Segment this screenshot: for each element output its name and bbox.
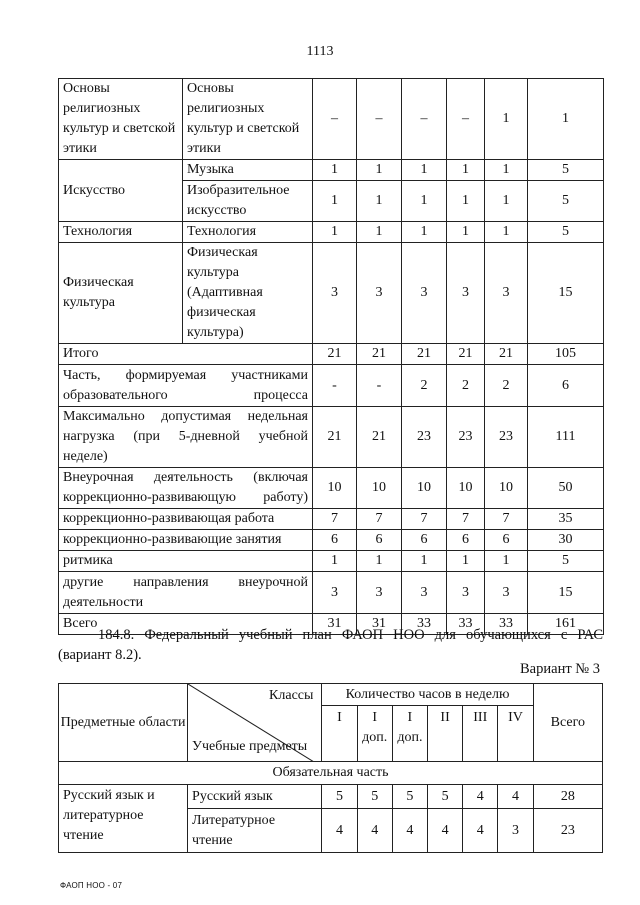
table-row [59,365,604,407]
hours-cell: 3 [485,243,528,344]
hours-cell: 33 [485,614,528,635]
curriculum-table-continued [58,78,604,635]
hours-cell: 3 [357,243,402,344]
hours-cell: 5 [357,785,392,809]
row-label-cell: Максимально допустимая недельная нагрузка (при 5-дневной учебной неделе) [59,407,313,468]
table-row [59,468,604,509]
row-label-cell: коррекционно-развивающая работа [59,509,313,530]
subject-area-cell: Русский язык и литературное чтение [59,785,188,853]
table-row [59,572,604,614]
hours-cell: 3 [357,572,402,614]
total-cell: 15 [528,243,604,344]
paragraph-line: (вариант 8.2). [58,647,142,663]
grade-note: доп. [397,730,423,745]
hours-cell: 7 [485,509,528,530]
row-label-cell: коррекционно-развивающие занятия [59,530,313,551]
hours-cell: 21 [447,344,485,365]
row-label-cell: ритмика [59,551,313,572]
total-cell: 5 [528,551,604,572]
curriculum-table-variant-3 [58,683,603,853]
total-cell: 15 [528,572,604,614]
table-row [59,509,604,530]
hours-cell: 7 [313,509,357,530]
total-cell: 23 [533,809,602,853]
hours-cell: 6 [313,530,357,551]
hours-cell: 1 [447,551,485,572]
header-hours: Количество часов в неделю [322,684,533,706]
subject-area-cell: Технология [59,222,183,243]
grade-roman: I [337,710,342,725]
total-cell: 5 [528,222,604,243]
hours-cell: 4 [498,785,533,809]
grade-header [322,706,357,762]
table-row [59,79,604,160]
row-label-cell: Всего [59,614,313,635]
hours-cell: 1 [402,222,447,243]
total-cell: 111 [528,407,604,468]
hours-cell: 4 [322,809,357,853]
hours-cell: 1 [357,181,402,222]
hours-cell: 1 [447,181,485,222]
hours-cell: - [313,365,357,407]
row-label-cell: Внеурочная деятельность (включая коррекционно-развивающую работу) [59,468,313,509]
hours-cell: 1 [357,222,402,243]
total-cell: 105 [528,344,604,365]
subject-area-cell: Основы религиозных культур и светской этики [59,79,183,160]
grade-roman: I [407,710,413,725]
total-cell: 161 [528,614,604,635]
grade-roman: II [440,710,450,725]
table-row [59,407,604,468]
table-row [59,344,604,365]
hours-cell: 3 [485,572,528,614]
hours-cell: 10 [485,468,528,509]
grade-header [463,706,498,762]
grade-roman: IV [508,710,523,725]
table-row [59,222,604,243]
header-subjects: Учебные предметы [192,739,308,754]
hours-cell: 3 [402,572,447,614]
page-number: 1113 [306,44,334,59]
header-areas: Предметные области [59,684,188,762]
subject-cell: Основы религиозных культур и светской этики [183,79,313,160]
total-cell: 6 [528,365,604,407]
hours-cell: 1 [313,551,357,572]
total-cell: 5 [528,160,604,181]
total-cell: 50 [528,468,604,509]
hours-cell: 4 [392,809,427,853]
section-row [59,762,603,785]
hours-cell: 4 [463,809,498,853]
grade-note: доп. [362,730,388,745]
table-row [59,160,604,181]
subject-cell: Технология [183,222,313,243]
hours-cell: 3 [447,572,485,614]
hours-cell: - [357,365,402,407]
row-label-cell: Часть, формируемая участниками образовательного процесса [59,365,313,407]
hours-cell: 5 [322,785,357,809]
subject-cell: Музыка [183,160,313,181]
hours-cell: 33 [402,614,447,635]
hours-cell: 1 [313,160,357,181]
total-cell: 5 [528,181,604,222]
hours-cell: 3 [498,809,533,853]
hours-cell: 1 [485,551,528,572]
table-row [59,551,604,572]
hours-cell: 1 [313,222,357,243]
header-classes-subjects [188,684,322,762]
subject-cell: Русский язык [188,785,322,809]
hours-cell: 31 [313,614,357,635]
hours-cell: 10 [313,468,357,509]
hours-cell: 1 [402,160,447,181]
hours-cell: 1 [485,160,528,181]
hours-cell: 1 [485,222,528,243]
variant-label: Вариант № 3 [520,661,600,677]
hours-cell: 1 [313,181,357,222]
footer-code: ФАОП НОО - 07 [60,881,123,890]
hours-cell: 7 [447,509,485,530]
total-cell: 35 [528,509,604,530]
grade-header [498,706,533,762]
header-total: Всего [533,684,602,762]
hours-cell: 4 [357,809,392,853]
hours-cell: 2 [447,365,485,407]
hours-cell: 10 [357,468,402,509]
hours-cell: 5 [392,785,427,809]
hours-cell: 1 [447,160,485,181]
grade-header [357,706,392,762]
grade-roman: III [473,710,488,725]
subject-area-cell: Физическая культура [59,243,183,344]
hours-cell: 1 [357,551,402,572]
hours-cell: 21 [485,344,528,365]
hours-cell: 23 [485,407,528,468]
hours-cell: – [357,79,402,160]
paragraph-line: 184.8. Федеральный учебный план ФАОП НОО для обучающихся с РАС [98,627,603,643]
hours-cell: 1 [485,181,528,222]
hours-cell: 31 [357,614,402,635]
row-label-cell: другие направления внеурочной деятельности [59,572,313,614]
hours-cell: 3 [313,243,357,344]
hours-cell: 6 [485,530,528,551]
subject-cell: Изобразительное искусство [183,181,313,222]
hours-cell: 3 [313,572,357,614]
hours-cell: 21 [357,407,402,468]
hours-cell: 21 [402,344,447,365]
hours-cell: – [313,79,357,160]
table-row [59,530,604,551]
hours-cell: 2 [485,365,528,407]
hours-cell: 23 [447,407,485,468]
header-classes: Классы [269,688,314,703]
hours-cell: 21 [313,407,357,468]
hours-cell: – [402,79,447,160]
total-cell: 28 [533,785,602,809]
hours-cell: 1 [447,222,485,243]
hours-cell: 7 [357,509,402,530]
hours-cell: 7 [402,509,447,530]
grade-header [392,706,427,762]
row-label-cell: Итого [59,344,313,365]
hours-cell: 10 [402,468,447,509]
hours-cell: 5 [427,785,462,809]
hours-cell: 1 [402,551,447,572]
hours-cell: 6 [447,530,485,551]
total-cell: 1 [528,79,604,160]
paragraph-184-8 [58,625,603,665]
hours-cell: 4 [427,809,462,853]
hours-cell: 4 [463,785,498,809]
grade-header [427,706,462,762]
table-row [59,243,604,344]
hours-cell: 3 [402,243,447,344]
hours-cell: 3 [447,243,485,344]
hours-cell: 21 [313,344,357,365]
hours-cell: 23 [402,407,447,468]
subject-cell: Физическая культура (Адаптивная физическая культура) [183,243,313,344]
hours-cell: 1 [357,160,402,181]
total-cell: 30 [528,530,604,551]
hours-cell: 1 [485,79,528,160]
hours-cell: 6 [402,530,447,551]
grade-roman: I [372,710,378,725]
table-row [59,785,603,809]
hours-cell: 10 [447,468,485,509]
hours-cell: 1 [402,181,447,222]
subject-area-cell: Искусство [59,160,183,222]
hours-cell: 33 [447,614,485,635]
subject-cell: Литературное чтение [188,809,322,853]
hours-cell: – [447,79,485,160]
header-row [59,684,603,706]
hours-cell: 21 [357,344,402,365]
section-title: Обязательная часть [59,762,603,785]
hours-cell: 2 [402,365,447,407]
hours-cell: 6 [357,530,402,551]
